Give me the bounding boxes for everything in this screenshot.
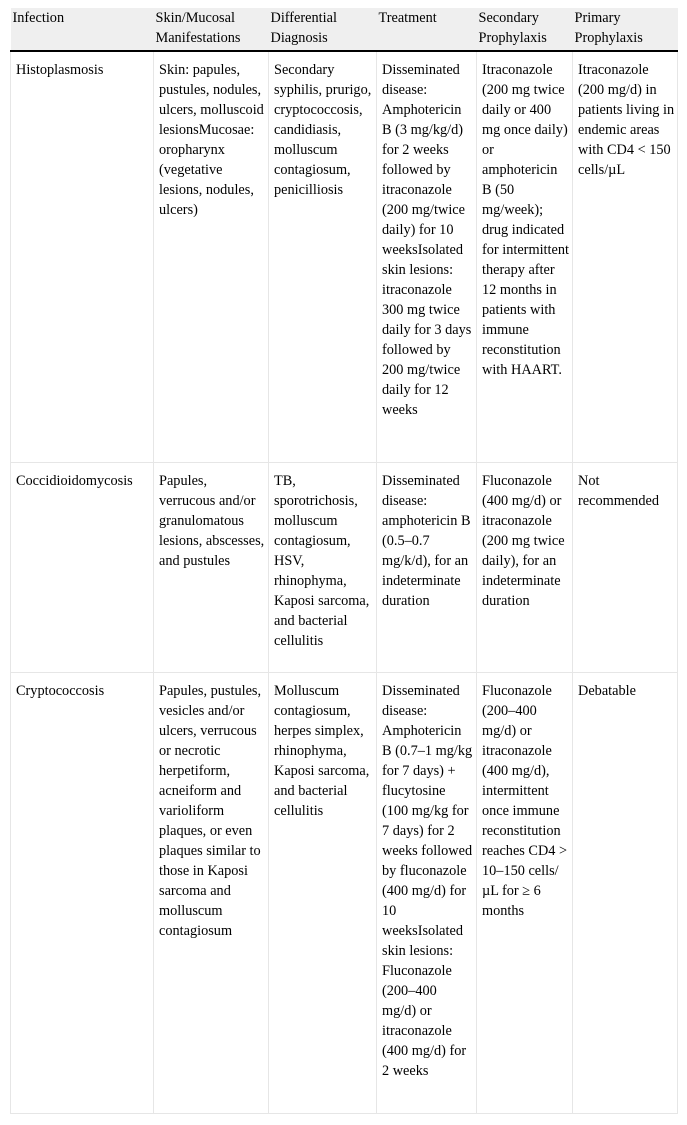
cell-skin-mucosal-manifestations: Skin: papules, pustules, nodules, ulcers, molluscoid lesionsMucosae: oropharynx (vegetative lesions, nodules, ulcers)	[154, 51, 269, 463]
table-row-coccidioidomycosis	[11, 463, 678, 673]
header-secondary-prophylaxis: Secondary Prophylaxis	[477, 8, 573, 51]
cell-secondary-prophylaxis: Fluconazole (400 mg/d) or itraconazole (200 mg twice daily), for an indeterminate duration	[477, 463, 573, 673]
table-row-histoplasmosis	[11, 51, 678, 463]
cell-primary-prophylaxis: Itraconazole (200 mg/d) in patients living in endemic areas with CD4 < 150 cells/µL	[573, 51, 678, 463]
cell-infection: Coccidioidomycosis	[11, 463, 154, 673]
cell-treatment: Disseminated disease: Amphotericin B (0.7–1 mg/kg for 7 days) + flucytosine (100 mg/kg for 7 days) for 2 weeks followed by fluconazole (400 mg/d) for 10 weeksIsolated skin lesions: Fluconazole (200–400 mg/d) or itraconazole (400 mg/d) for 2 weeks	[377, 673, 477, 1114]
cell-differential-diagnosis: Secondary syphilis, prurigo, cryptococcosis, candidiasis, molluscum contagiosum, penicilliosis	[269, 51, 377, 463]
header-treatment: Treatment	[377, 8, 477, 51]
cell-secondary-prophylaxis: Fluconazole (200–400 mg/d) or itraconazole (400 mg/d), intermittent once immune reconstitution reaches CD4 > 10–150 cells/µL for ≥ 6 months	[477, 673, 573, 1114]
header-differential-diagnosis: Differential Diagnosis	[269, 8, 377, 51]
header-primary-prophylaxis: Primary Prophylaxis	[573, 8, 678, 51]
table-body	[11, 51, 678, 1114]
cell-primary-prophylaxis: Debatable	[573, 673, 678, 1114]
cell-differential-diagnosis: Molluscum contagiosum, herpes simplex, rhinophyma, Kaposi sarcoma, and bacterial cellulitis	[269, 673, 377, 1114]
cell-primary-prophylaxis: Not recommended	[573, 463, 678, 673]
cell-secondary-prophylaxis: Itraconazole (200 mg twice daily or 400 mg once daily) or amphotericin B (50 mg/week); drug indicated for intermittent therapy after 12 months in patients with immune reconstitution with HAART.	[477, 51, 573, 463]
cell-infection: Cryptococcosis	[11, 673, 154, 1114]
cell-differential-diagnosis: TB, sporotrichosis, molluscum contagiosum, HSV, rhinophyma, Kaposi sarcoma, and bacterial cellulitis	[269, 463, 377, 673]
table-row-cryptococcosis	[11, 673, 678, 1114]
cell-infection: Histoplasmosis	[11, 51, 154, 463]
table-header	[11, 8, 678, 51]
header-skin-mucosal-manifestations: Skin/Mucosal Manifestations	[154, 8, 269, 51]
cell-skin-mucosal-manifestations: Papules, verrucous and/or granulomatous lesions, abscesses, and pustules	[154, 463, 269, 673]
cell-treatment: Disseminated disease: Amphotericin B (3 mg/kg/d) for 2 weeks followed by itraconazole (200 mg/twice daily) for 10 weeksIsolated skin lesions: itraconazole 300 mg twice daily for 3 days followed by 200 mg/twice daily for 12 weeks	[377, 51, 477, 463]
header-row	[11, 8, 678, 51]
cell-skin-mucosal-manifestations: Papules, pustules, vesicles and/or ulcers, verrucous or necrotic herpetiform, acneiform and varioliform plaques, or even plaques similar to those in Kaposi sarcoma and molluscum contagiosum	[154, 673, 269, 1114]
infection-table	[10, 8, 678, 1114]
cell-treatment: Disseminated disease: amphotericin B (0.5–0.7 mg/k/d), for an indeterminate duration	[377, 463, 477, 673]
header-infection: Infection	[11, 8, 154, 51]
